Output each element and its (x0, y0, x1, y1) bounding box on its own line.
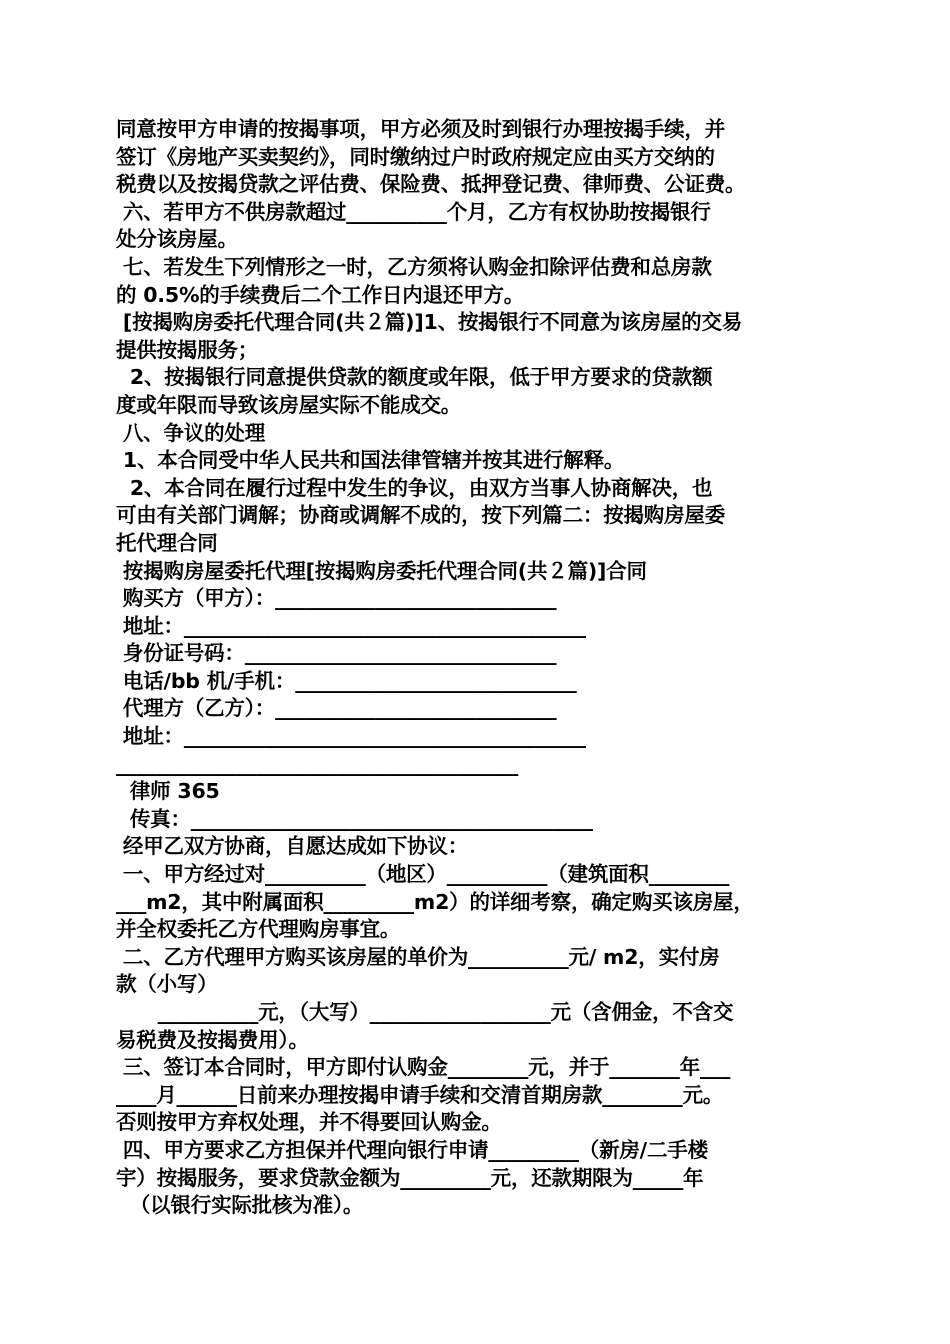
blank-line: ________________________________________ (116, 751, 519, 776)
fax-field: 传真：________________________________________ (116, 806, 593, 831)
agent-field: 代理方（乙方）：____________________________ (116, 696, 557, 721)
text-line: 否则按甲方弃权处理，并不得要回认购金。 (116, 1110, 502, 1135)
text-line: [按揭购房委托代理合同(共２篇)]1、按揭银行不同意为该房屋的交易 (116, 310, 743, 335)
phone-field: 电话/bb 机/手机：____________________________ (116, 668, 577, 693)
text-line: 托代理合同 (116, 530, 218, 555)
text-line: 二、乙方代理甲方购买该房屋的单价为__________元/ m2，实付房 (116, 944, 720, 969)
text-line: 三、签订本合同时，甲方即付认购金________元，并于_______年___ (116, 1055, 731, 1080)
text-line: 2、本合同在履行过程中发生的争议，由双方当事人协商解决，也 (116, 475, 713, 500)
text-line: 处分该房屋。 (116, 227, 238, 252)
contract-title: 按揭购房屋委托代理[按揭购房委托代理合同(共２篇)]合同 (116, 558, 647, 583)
text-line: 的 0.5%的手续费后二个工作日内退还甲方。 (116, 282, 525, 307)
text-line: 经甲乙双方协商，自愿达成如下协议： (116, 834, 469, 859)
text-line: 1、本合同受中华人民共和国法律管辖并按其进行解释。 (116, 448, 625, 473)
text-line: 2、按揭银行同意提供贷款的额度或年限，低于甲方要求的贷款额 (116, 365, 713, 390)
id-number-field: 身份证号码：_______________________________ (116, 641, 557, 666)
text-line: 度或年限而导致该房屋实际不能成交。 (116, 392, 462, 417)
text-line: 提供按揭服务； (116, 337, 259, 362)
text-line: 一、甲方经过对__________（地区）__________（建筑面积________ (116, 862, 730, 887)
section-heading: 八、争议的处理 (116, 420, 266, 445)
buyer-field: 购买方（甲方）：____________________________ (116, 586, 557, 611)
text-line: 六、若甲方不供房款超过__________个月，乙方有权协助按揭银行 (116, 199, 711, 224)
text-line: 易税费及按揭费用）。 (116, 1027, 309, 1052)
text-line: 四、甲方要求乙方担保并代理向银行申请_________（新房/二手楼 (116, 1137, 708, 1162)
text-line: ____月______日前来办理按揭申请手续和交清首期房款________元。 (116, 1082, 724, 1107)
text-line: （以银行实际批核为准）。 (116, 1193, 364, 1218)
text-line: 七、若发生下列情形之一时，乙方须将认购金扣除评估费和总房款 (116, 254, 712, 279)
text-line: 宇）按揭服务，要求贷款金额为_________元，还款期限为_____年 (116, 1165, 704, 1190)
text-line: 并全权委托乙方代理购房事宜。 (116, 917, 401, 942)
text-line: 可由有关部门调解；协商或调解不成的，按下列篇二：按揭购房屋委 (116, 503, 725, 528)
address-field: 地址：________________________________________ (116, 613, 586, 638)
text-line: 税费以及按揭贷款之评估费、保险费、抵押登记费、律师费、公证费。 (116, 172, 746, 197)
address-field: 地址：________________________________________ (116, 724, 586, 749)
text-line: 同意按甲方申请的按揭事项，甲方必须及时到银行办理按揭手续，并 (116, 117, 725, 141)
document-page (116, 116, 836, 1220)
text-line: 款（小写） (116, 972, 218, 997)
text-line: __________元，（大写）__________________元（含佣金，不含交 (116, 1000, 734, 1024)
text-line: ___m2，其中附属面积_________m2）的详细考察，确定购买该房屋， (116, 889, 754, 914)
text-line: 律师 365 (116, 779, 220, 804)
text-line: 签订《房地产买卖契约》，同时缴纳过户时政府规定应由买方交纳的 (116, 144, 715, 169)
